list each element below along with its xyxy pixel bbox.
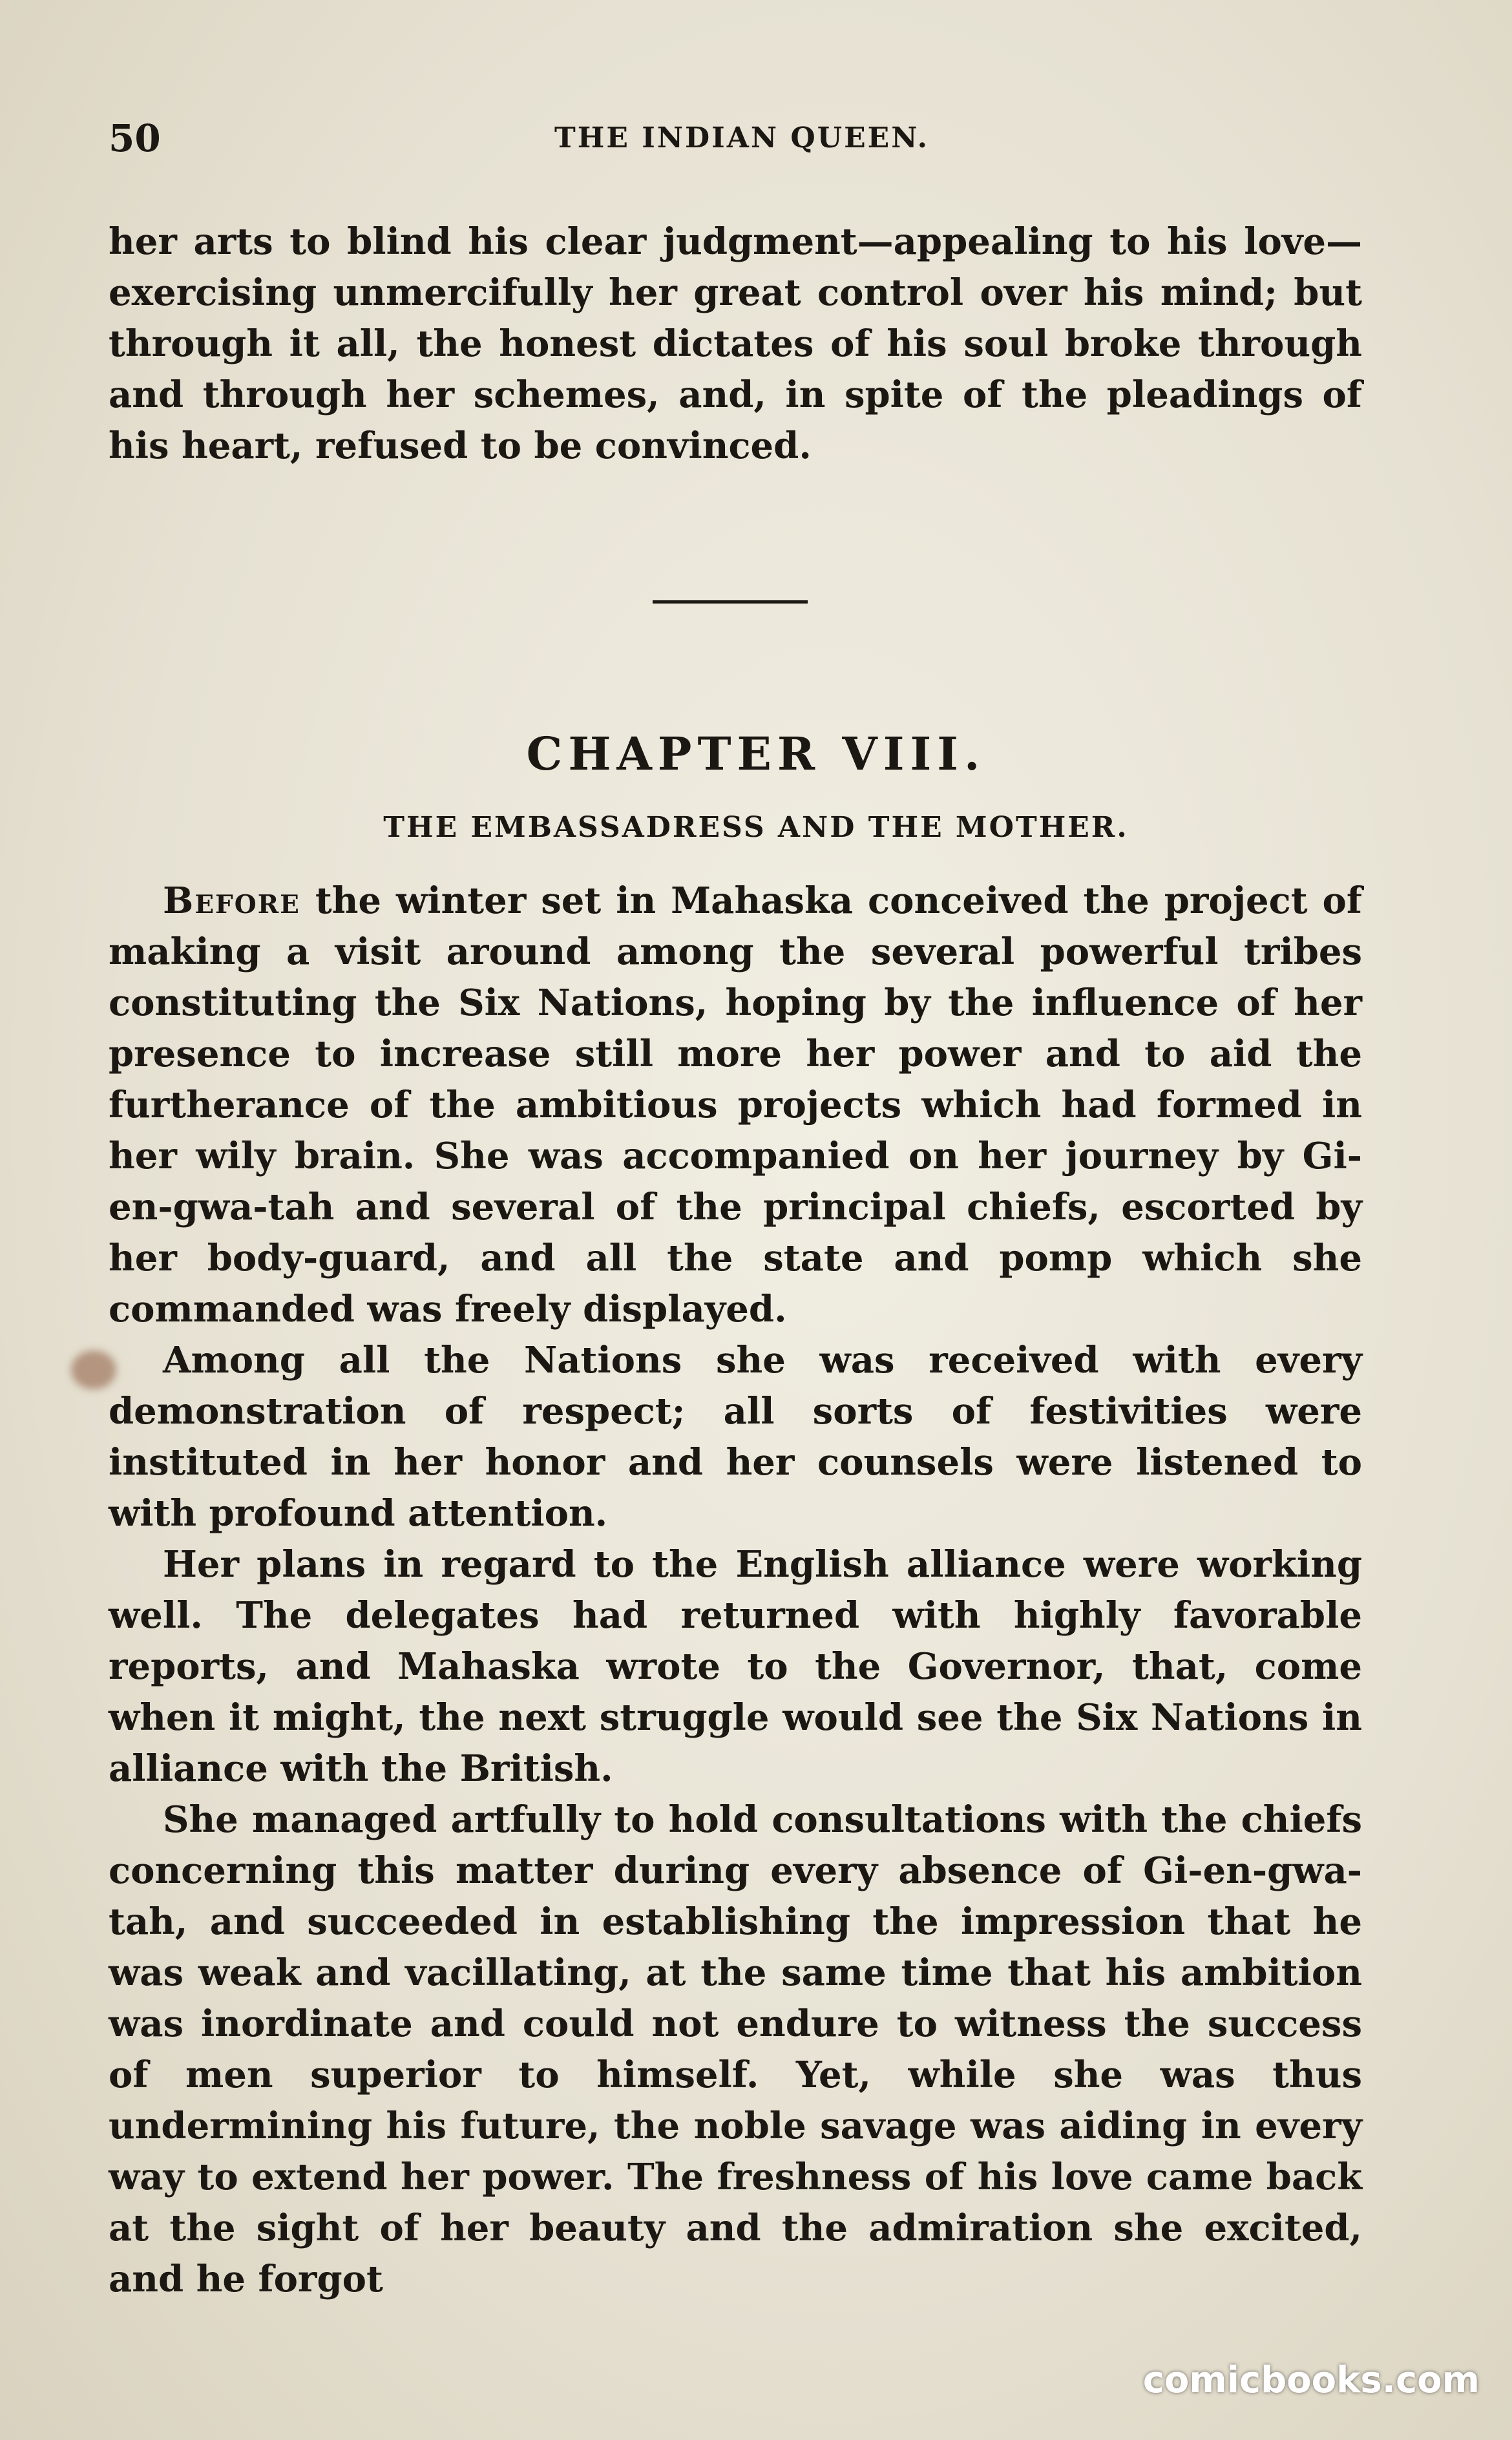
chapter-paragraph-3: Her plans in regard to the English alliance were working well. The delegates had returned with highly favorable reports, and Mahaska wrote to the Governor, that, come when it might, the next struggle would see the Six Nations in alliance with the British. — [109, 1543, 1362, 1790]
page-header — [109, 116, 1375, 168]
chapter-paragraph-4: She managed artfully to hold consultations with the chiefs concerning this matter during every absence of Gi-en-gwa-tah, and succeeded in establishing the impression that he was weak and vacillating, at the same time that his ambition was inordinate and could not endure to witness the success of men superior to himself. Yet, while she was thus undermining his future, the noble savage was aiding in every way to extend her power. The freshness of his love came back at the sight of her beauty and the admiration she excited, and he forgot — [109, 1798, 1362, 2300]
running-head: THE INDIAN QUEEN. — [554, 121, 929, 154]
continued-paragraph-block — [109, 216, 1362, 472]
site-watermark: comicbooks.com — [1142, 2359, 1480, 2401]
chapter-paragraph-1 — [109, 876, 1362, 1335]
paper-stain — [71, 1351, 116, 1389]
paragraph-text: the winter set in Mahaska conceived the project of making a visit around among the several powerful tribes constituting the Six Nations, hoping by the influence of her presence to increase still more her power and to aid the furtherance of the ambitious projects which had formed in her wily brain. She was accompanied on her journey by Gi-en-gwa-tah and several of the principal chiefs, escorted by her body-guard, and all the state and pomp which she commanded was freely displayed. — [109, 879, 1362, 1330]
section-divider — [653, 600, 808, 604]
chapter-body — [109, 876, 1362, 2305]
chapter-subtitle: THE EMBASSADRESS AND THE MOTHER. — [383, 811, 1129, 844]
chapter-paragraph-2: Among all the Nations she was received with every demonstration of respect; all sorts of festivities were instituted in her honor and her counsels were listened to with profound attention. — [109, 1339, 1362, 1535]
page-number: 50 — [109, 116, 161, 160]
continued-paragraph: her arts to blind his clear judgment—appealing to his love—exercising unmercifully her great control over his mind; but through it all, the honest dictates of his soul broke through and through her schemes, and, in spite of the pleadings of his heart, refused to be convinced. — [109, 220, 1362, 467]
chapter-title: CHAPTER VIII. — [526, 727, 986, 781]
drop-word: Before — [163, 879, 300, 922]
